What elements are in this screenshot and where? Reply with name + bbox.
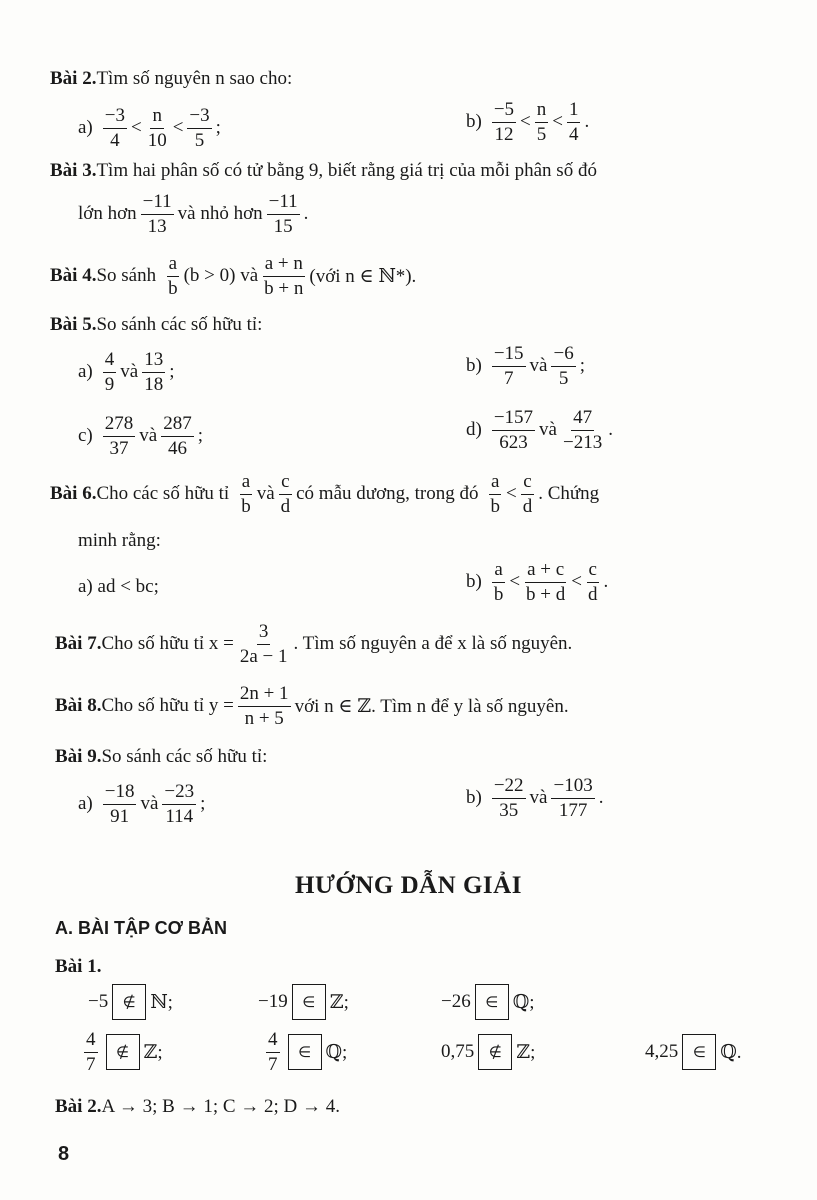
answer-box: ∉	[106, 1034, 140, 1070]
answer-box: ∈	[288, 1034, 322, 1070]
exercise-5-heading: Bài 5. So sánh các số hữu tỉ:	[50, 314, 263, 335]
exercise-9-heading: Bài 9. So sánh các số hữu tỉ:	[55, 746, 268, 767]
solution-1-item: −5 ∉ ℕ;	[88, 984, 173, 1020]
exercise-8: Bài 8. Cho số hữu tỉ y = $\frac{2n + 1}{n + 5}$ với n ∈ ℤ. Tìm n để y là số nguyên.	[55, 683, 569, 729]
exercise-3-heading: Bài 3. Tìm hai phân số có tử bằng 9, biết rằng giá trị của mỗi phân số đó	[50, 160, 597, 181]
solution-title: HƯỚNG DẪN GIẢI	[295, 872, 522, 899]
exercise-9b: b) −22 35 và −103 177 .	[466, 775, 604, 821]
solution-1-item: −19 ∈ ℤ;	[258, 984, 349, 1020]
exercise-6b: b) a b < a + c b + d < c d .	[466, 559, 609, 605]
exercise-9a: a) −18 91 và −23 114 ;	[78, 781, 206, 827]
solution-1-heading: Bài 1.	[55, 956, 102, 977]
answer-box: ∈	[682, 1034, 716, 1070]
page-number: 8	[58, 1143, 70, 1165]
exercise-2b: b) −5 12 < n 5 < 1 4 .	[466, 99, 590, 145]
exercise-6-heading: Bài 6. Cho các số hữu tỉ a b và c d có mẫu dương, trong đó a b < c d . Chứng	[50, 471, 600, 517]
exercise-6-line2: minh rằng:	[78, 530, 161, 551]
exercise-5d: d) −157 623 và 47 −213 .	[466, 407, 613, 453]
solution-1-item: 4 7 ∈ ℚ;	[268, 1029, 348, 1075]
answer-box: ∉	[112, 984, 146, 1020]
exercise-6a: a) ad < bc;	[78, 576, 159, 597]
answer-box: ∉	[478, 1034, 512, 1070]
solution-1-item: −26 ∈ ℚ;	[441, 984, 535, 1020]
solution-1-item: 0,75 ∉ ℤ;	[441, 1034, 535, 1070]
answer-box: ∈	[475, 984, 509, 1020]
exercise-2-heading: Bài 2. Tìm số nguyên n sao cho:	[50, 68, 293, 89]
exercise-3-line2: lớn hơn −11 13 và nhỏ hơn −11 15 .	[78, 191, 309, 237]
exercise-5c: c) 278 37 và 287 46 ;	[78, 413, 203, 459]
solution-1-item: 4 7 ∉ ℤ;	[86, 1029, 163, 1075]
exercise-2a: a) −3 4 < n 10 < −3 5 ;	[78, 105, 221, 151]
solution-1-item: 4,25 ∈ ℚ.	[645, 1034, 742, 1070]
solution-2: Bài 2. A → 3; B → 1; C → 2; D → 4.	[55, 1096, 341, 1117]
exercise-5b: b) −15 7 và −6 5 ;	[466, 343, 585, 389]
exercise-4: Bài 4. So sánh a b (b > 0) và a + n b + n (với n ∈ ℕ*).	[50, 253, 417, 299]
section-a-heading: A. BÀI TẬP CƠ BẢN	[55, 918, 228, 938]
exercise-5a: a) 4 9 và 13 18 ;	[78, 349, 175, 395]
exercise-7: Bài 7. Cho số hữu tỉ x = $\frac{3}{2a - 1}$ . Tìm số nguyên a để x là số nguyên.	[55, 621, 573, 667]
answer-box: ∈	[292, 984, 326, 1020]
